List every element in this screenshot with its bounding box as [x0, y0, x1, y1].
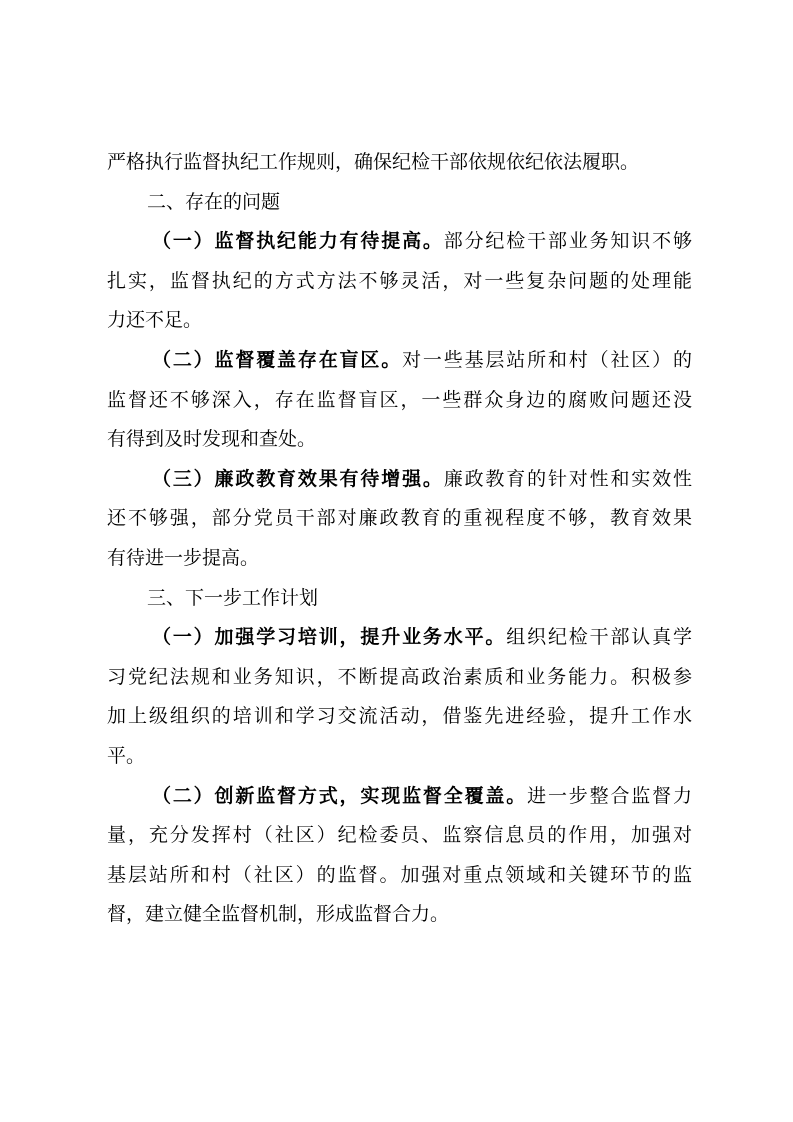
section-3-heading: 三、下一步工作计划 — [147, 586, 319, 609]
paragraph-line: 有待进一步提高。 — [107, 546, 260, 569]
paragraph-first-line — [107, 618, 692, 658]
paragraph-text: 部分纪检干部业务知识不够 — [443, 230, 692, 253]
paragraph-line: 基层站所和村（社区）的监督。加强对重点领域和关键环节的监 — [107, 863, 692, 886]
paragraph-line: 平。 — [107, 744, 146, 767]
paragraph-text: 进一步整合监督力 — [527, 784, 692, 807]
paragraph-text: 廉政教育的针对性和实效性 — [443, 467, 692, 490]
paragraph-text: 组织纪检干部认真学 — [506, 626, 692, 649]
paragraph-first-line — [107, 222, 692, 262]
paragraph-lead: （二）创新监督方式，实现监督全覆盖。 — [152, 784, 528, 807]
paragraph-first-line — [107, 777, 692, 817]
paragraph-line: 习党纪法规和业务知识，不断提高政治素质和业务能力。积极参 — [107, 665, 692, 688]
paragraph-line: 监督还不够深入，存在监督盲区，一些群众身边的腐败问题还没 — [107, 388, 692, 411]
paragraph-line: 力还不足。 — [107, 309, 203, 332]
document-body — [107, 143, 692, 935]
paragraph-line: 还不够强，部分党员干部对廉政教育的重视程度不够，教育效果 — [107, 507, 692, 530]
paragraph-lead: （三）廉政教育效果有待增强。 — [152, 467, 444, 490]
paragraph-line: 扎实，监督执纪的方式方法不够灵活，对一些复杂问题的处理能 — [107, 269, 692, 292]
intro-line: 严格执行监督执纪工作规则，确保纪检干部依规依纪依法履职。 — [107, 151, 640, 173]
paragraph-lead: （一）监督执纪能力有待提高。 — [152, 230, 444, 253]
paragraph-lead: （二）监督覆盖存在盲区。 — [152, 348, 403, 371]
paragraph-line: 有得到及时发现和查处。 — [107, 428, 317, 451]
paragraph-line: 量，充分发挥村（社区）纪检委员、监察信息员的作用，加强对 — [107, 824, 692, 847]
paragraph-line: 督，建立健全监督机制，形成监督合力。 — [107, 903, 450, 926]
paragraph-line: 加上级组织的培训和学习交流活动，借鉴先进经验，提升工作水 — [107, 705, 692, 728]
paragraph-first-line — [107, 460, 692, 500]
paragraph-text: 对一些基层站所和村（社区）的 — [402, 348, 692, 371]
paragraph-first-line — [107, 341, 692, 381]
section-2-heading: 二、存在的问题 — [147, 190, 281, 213]
paragraph-lead: （一）加强学习培训，提升业务水平。 — [152, 626, 507, 649]
